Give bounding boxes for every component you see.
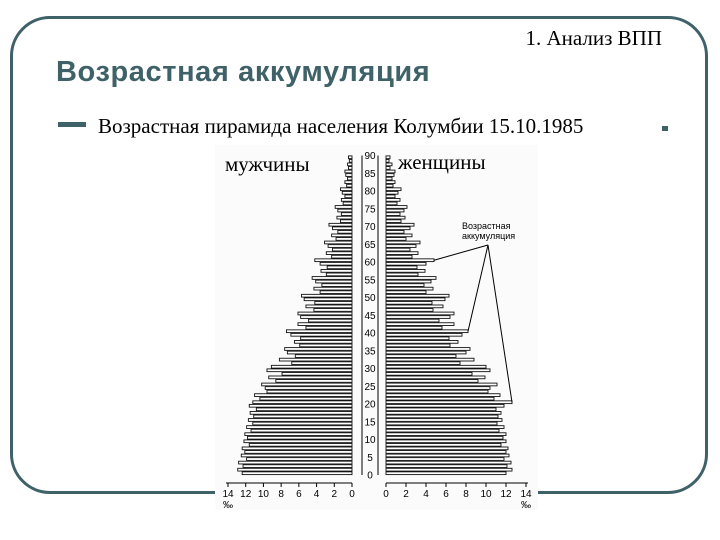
annotation-line-1: Возрастная <box>462 221 511 231</box>
female-age-bar <box>386 262 426 265</box>
male-age-bar <box>335 206 352 209</box>
age-tick-label: 65 <box>364 239 376 251</box>
male-age-bar <box>295 355 352 358</box>
male-age-bar <box>349 159 352 162</box>
female-age-bar <box>386 291 426 294</box>
female-age-bar <box>386 412 501 415</box>
male-age-bar <box>301 337 352 340</box>
female-age-bar <box>386 277 436 280</box>
female-x-tick-label: 14 <box>520 489 532 500</box>
male-age-bar <box>242 472 352 475</box>
female-age-bar <box>386 408 496 411</box>
age-tick-label: 50 <box>364 293 376 304</box>
age-tick-label: 85 <box>364 168 376 180</box>
male-age-bar <box>314 287 352 290</box>
male-age-bar <box>332 234 352 237</box>
female-age-bar <box>386 422 497 425</box>
male-age-bar <box>247 436 352 439</box>
female-age-bar <box>386 365 486 368</box>
female-age-bar <box>386 209 404 212</box>
female-age-bar <box>386 443 501 446</box>
female-age-bar <box>386 238 406 241</box>
male-x-tick-label: 2 <box>331 489 338 500</box>
male-age-bar <box>298 323 352 326</box>
male-age-bar <box>333 248 352 251</box>
male-x-tick-label: 4 <box>313 489 320 500</box>
male-age-bar <box>327 266 352 269</box>
female-age-bar <box>386 245 416 248</box>
male-age-bar <box>271 365 352 368</box>
female-age-bar <box>386 156 390 159</box>
female-age-bar <box>386 195 395 198</box>
female-age-bar <box>386 252 418 255</box>
male-age-bar <box>322 284 352 287</box>
male-age-bar <box>242 447 352 450</box>
male-age-bar <box>260 397 352 400</box>
female-age-bar <box>386 284 424 287</box>
female-age-bar <box>386 301 432 304</box>
male-age-bar <box>287 351 352 354</box>
female-age-bar <box>386 255 412 258</box>
female-age-bar <box>386 426 504 429</box>
male-x-tick-label: 10 <box>257 489 269 500</box>
male-age-bar <box>328 245 352 248</box>
female-age-bar <box>386 401 512 404</box>
male-age-bar <box>282 372 352 375</box>
male-age-bar <box>265 387 352 390</box>
male-age-bar <box>326 252 352 255</box>
female-age-bar <box>386 440 506 443</box>
age-tick-label: 55 <box>364 275 376 287</box>
male-age-bar <box>253 422 352 425</box>
female-age-bar <box>386 383 497 386</box>
male-age-bar <box>251 429 352 432</box>
female-x-tick-label: 2 <box>403 489 409 500</box>
male-age-bar <box>276 380 352 383</box>
male-x-tick-label: 12 <box>240 489 252 500</box>
male-age-bar <box>267 369 352 372</box>
female-age-bar <box>386 206 407 209</box>
female-age-bar <box>386 163 392 166</box>
male-age-bar <box>247 458 352 461</box>
female-age-bar <box>386 191 398 194</box>
female-age-bar <box>386 323 454 326</box>
male-age-bar <box>306 305 352 308</box>
age-tick-label: 5 <box>367 452 373 464</box>
male-age-bar <box>346 174 352 177</box>
female-age-bar <box>386 341 458 344</box>
male-age-bar <box>315 301 352 304</box>
female-age-bar <box>386 234 412 237</box>
annotation-line-2: аккумуляция <box>462 231 516 241</box>
male-age-bar <box>247 426 352 429</box>
female-age-bar <box>386 394 500 397</box>
female-age-bar <box>386 213 400 216</box>
female-age-bar <box>386 333 462 336</box>
female-age-bar <box>386 390 488 393</box>
male-age-bar <box>239 461 352 464</box>
female-age-bar <box>386 344 450 347</box>
annotation-callout-line <box>468 245 488 331</box>
male-age-bar <box>254 415 352 418</box>
male-x-tick-label: 14 <box>222 489 234 500</box>
male-age-bar <box>332 255 352 258</box>
age-tick-label: 40 <box>364 328 376 340</box>
male-age-bar <box>343 202 352 205</box>
slide-subtitle: Возрастная пирамида населения Колумбии 15.10.1985 <box>98 114 584 138</box>
annotation-callout-line <box>488 245 512 402</box>
male-age-bar <box>314 309 352 312</box>
age-tick-label: 80 <box>364 186 376 198</box>
female-age-bar <box>386 216 405 219</box>
female-age-bar <box>386 447 508 450</box>
male-age-bar <box>244 440 352 443</box>
male-age-bar <box>249 443 352 446</box>
female-age-bar <box>386 348 470 351</box>
age-tick-label: 75 <box>364 204 376 216</box>
male-x-tick-label: 6 <box>296 489 302 500</box>
female-x-tick-label: 4 <box>423 489 429 500</box>
female-age-bar <box>386 358 474 361</box>
female-age-bar <box>386 177 392 180</box>
male-age-bar <box>342 191 352 194</box>
female-age-bar <box>386 273 418 276</box>
female-age-bar <box>386 451 506 454</box>
section-label: 1. Анализ ВПП <box>525 26 662 50</box>
female-age-bar <box>386 380 478 383</box>
male-age-bar <box>253 401 352 404</box>
male-age-bar <box>345 181 352 184</box>
female-age-bar <box>386 184 393 187</box>
female-age-bar <box>386 415 498 418</box>
male-age-bar <box>267 390 352 393</box>
age-tick-label: 10 <box>364 435 376 446</box>
female-age-bar <box>386 472 506 475</box>
female-age-bar <box>386 294 449 297</box>
male-age-bar <box>338 209 352 212</box>
female-age-bar <box>386 199 400 202</box>
female-age-bar <box>386 266 417 269</box>
male-age-bar <box>348 156 352 159</box>
male-age-bar <box>262 383 352 386</box>
male-age-bar <box>326 273 352 276</box>
female-x-unit: ‰ <box>521 500 531 511</box>
female-age-bar <box>386 287 433 290</box>
male-age-bar <box>338 230 352 233</box>
male-age-bar <box>245 433 352 436</box>
female-age-bar <box>386 241 420 244</box>
female-x-tick-label: 10 <box>480 489 492 500</box>
female-age-bar <box>386 202 397 205</box>
male-age-bar <box>301 316 352 319</box>
male-age-bar <box>340 188 352 191</box>
male-age-bar <box>348 167 352 170</box>
male-age-bar <box>320 291 352 294</box>
age-tick-label: 70 <box>364 222 376 233</box>
male-age-bar <box>302 294 352 297</box>
female-age-bar <box>386 397 494 400</box>
female-age-bar <box>386 223 414 226</box>
male-age-bar <box>312 277 352 280</box>
female-age-bar <box>386 167 390 170</box>
female-age-bar <box>386 159 389 162</box>
age-tick-label: 15 <box>364 417 376 429</box>
male-age-bar <box>243 465 352 468</box>
male-age-bar <box>304 298 352 301</box>
male-age-bar <box>294 341 352 344</box>
male-age-bar <box>348 163 352 166</box>
age-tick-label: 0 <box>367 470 373 482</box>
male-age-bar <box>315 259 352 262</box>
female-age-bar <box>386 309 433 312</box>
male-age-bar <box>309 319 352 322</box>
male-age-bar <box>337 216 352 219</box>
male-age-bar <box>291 333 352 336</box>
men-label: мужчины <box>225 152 310 176</box>
male-age-bar <box>321 270 352 273</box>
male-age-bar <box>255 394 352 397</box>
male-age-bar <box>347 184 352 187</box>
female-age-bar <box>386 270 425 273</box>
female-age-bar <box>386 429 499 432</box>
age-tick-label: 60 <box>364 257 376 269</box>
age-tick-label: 35 <box>364 346 376 358</box>
female-x-tick-label: 6 <box>443 489 449 500</box>
male-age-bar <box>285 348 352 351</box>
female-age-bar <box>386 355 456 358</box>
female-age-bar <box>386 188 401 191</box>
female-age-bar <box>386 404 504 407</box>
female-age-bar <box>386 248 410 251</box>
male-x-unit: ‰ <box>223 500 233 511</box>
female-age-bar <box>386 465 507 468</box>
age-tick-label: 90 <box>364 151 376 162</box>
female-age-bar <box>386 458 504 461</box>
male-age-bar <box>333 227 352 230</box>
female-age-bar <box>386 369 490 372</box>
age-tick-label: 25 <box>364 381 376 393</box>
male-age-bar <box>248 419 352 422</box>
female-age-bar <box>386 170 395 173</box>
age-tick-label: 45 <box>364 310 376 322</box>
female-age-bar <box>386 230 404 233</box>
female-age-bar <box>386 280 431 283</box>
male-age-bar <box>336 238 352 241</box>
male-age-bar <box>325 241 352 244</box>
male-age-bar <box>341 213 352 216</box>
male-age-bar <box>269 376 352 379</box>
female-age-bar <box>386 454 509 457</box>
age-tick-label: 30 <box>364 364 376 375</box>
male-age-bar <box>256 408 352 411</box>
female-age-bar <box>386 436 503 439</box>
male-age-bar <box>320 262 352 265</box>
female-age-bar <box>386 312 454 315</box>
female-age-bar <box>386 419 502 422</box>
male-age-bar <box>286 330 352 333</box>
male-age-bar <box>345 195 352 198</box>
female-age-bar <box>386 433 506 436</box>
male-age-bar <box>249 404 352 407</box>
female-age-bar <box>386 351 466 354</box>
male-age-bar <box>345 170 352 173</box>
female-age-bar <box>386 319 439 322</box>
female-x-tick-label: 12 <box>500 489 512 500</box>
female-age-bar <box>386 305 443 308</box>
male-age-bar <box>316 280 352 283</box>
male-age-bar <box>329 223 352 226</box>
male-age-bar <box>340 220 352 223</box>
female-age-bar <box>386 298 445 301</box>
male-age-bar <box>306 326 352 329</box>
male-age-bar <box>245 451 352 454</box>
female-age-bar <box>386 468 512 471</box>
male-age-bar <box>279 358 352 361</box>
male-age-bar <box>250 412 352 415</box>
female-age-bar <box>386 326 442 329</box>
male-age-bar <box>341 199 352 202</box>
female-age-bar <box>386 330 468 333</box>
female-age-bar <box>386 181 395 184</box>
female-age-bar <box>386 362 460 365</box>
female-age-bar <box>386 220 401 223</box>
female-age-bar <box>386 337 449 340</box>
female-age-bar <box>386 227 410 230</box>
male-x-tick-label: 8 <box>278 489 284 500</box>
male-age-bar <box>300 344 352 347</box>
female-x-tick-label: 0 <box>383 489 389 500</box>
female-age-bar <box>386 259 434 262</box>
female-age-bar <box>386 387 490 390</box>
male-age-bar <box>238 468 352 471</box>
male-x-tick-label: 0 <box>349 489 355 500</box>
female-age-bar <box>386 174 394 177</box>
male-age-bar <box>292 362 352 365</box>
male-age-bar <box>348 177 352 180</box>
annotation-callout-line <box>434 245 488 260</box>
female-age-bar <box>386 461 511 464</box>
male-age-bar <box>241 454 352 457</box>
female-x-tick-label: 8 <box>463 489 469 500</box>
slide-title: Возрастная аккумуляция <box>56 56 431 88</box>
female-age-bar <box>386 376 485 379</box>
female-age-bar <box>386 316 450 319</box>
women-label: женщины <box>398 150 486 174</box>
female-age-bar <box>386 372 472 375</box>
age-tick-label: 20 <box>364 399 376 411</box>
male-age-bar <box>298 312 352 315</box>
